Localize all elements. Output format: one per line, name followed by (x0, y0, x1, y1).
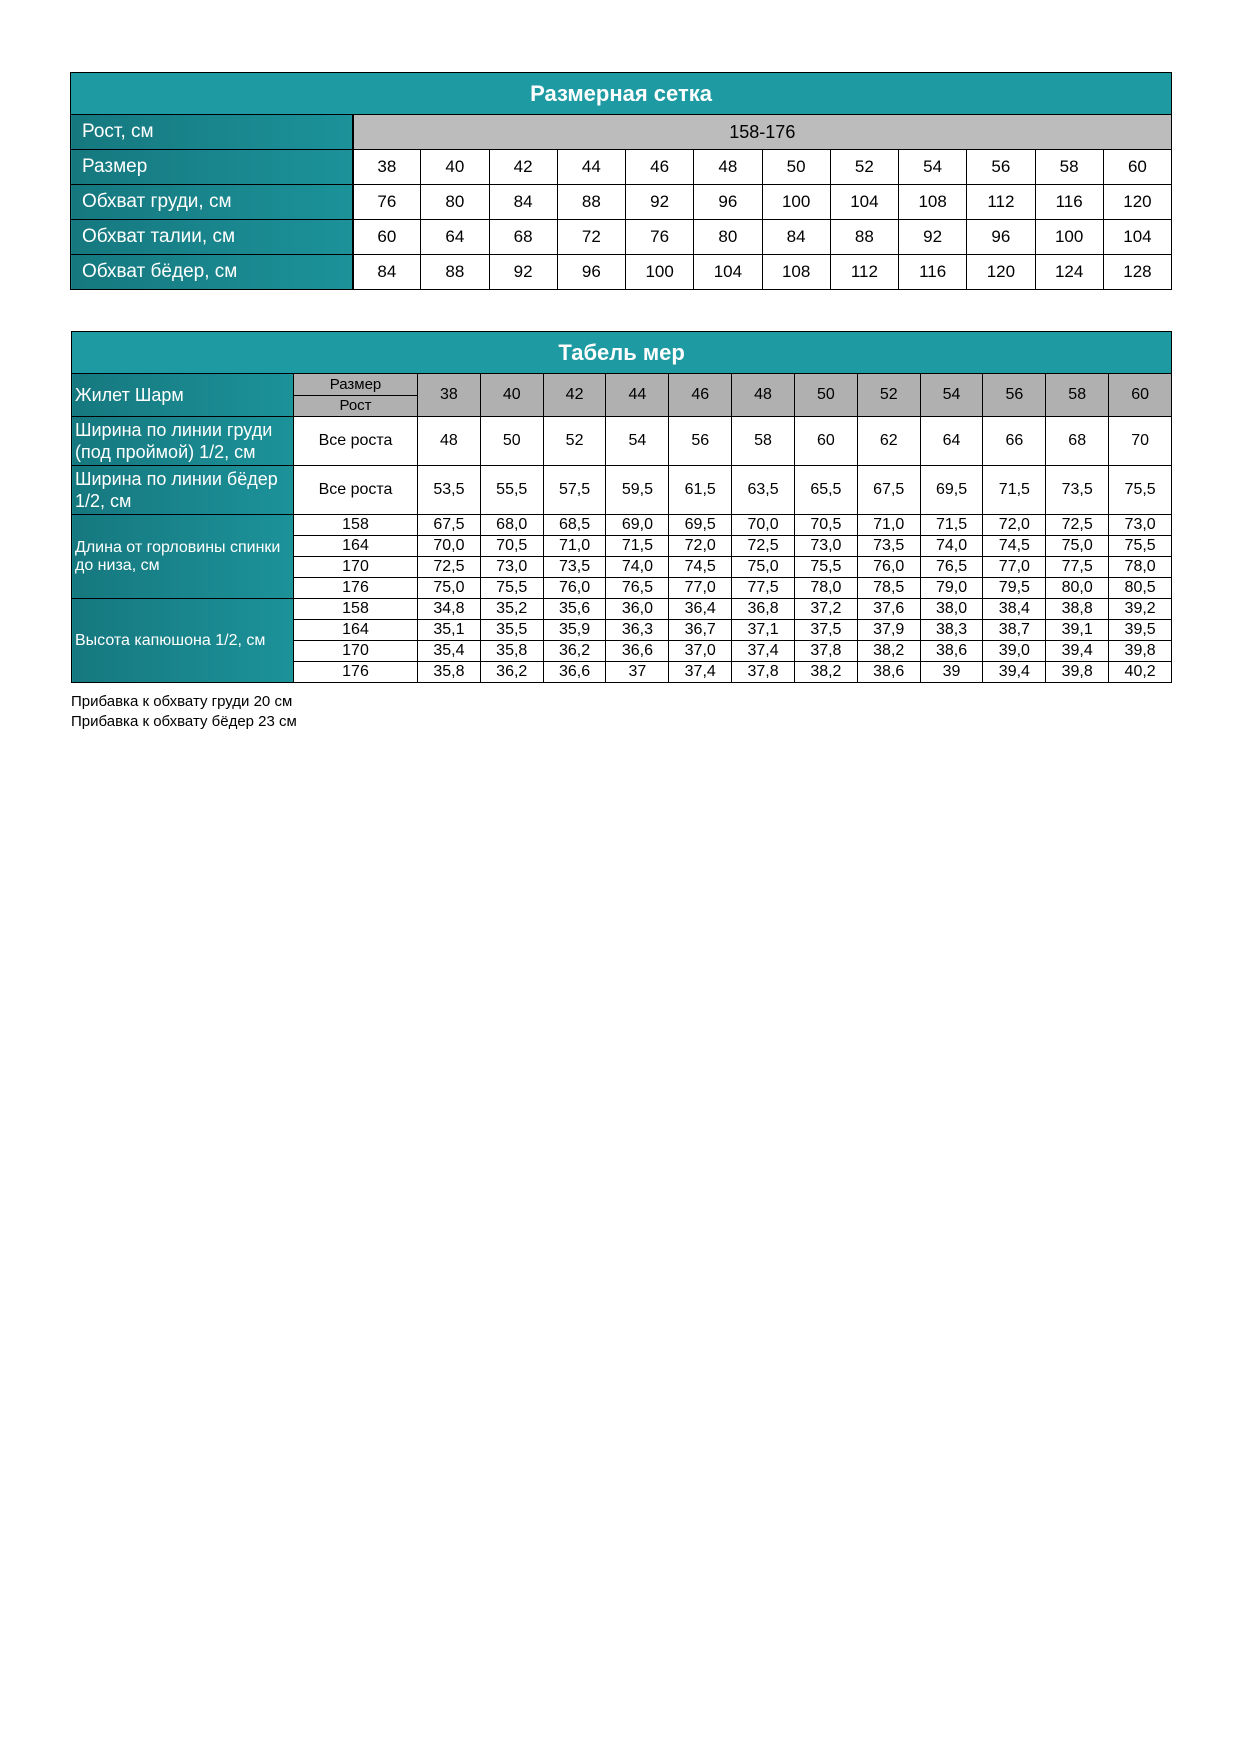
value-cell: 59,5 (606, 466, 669, 515)
value-cell: 116 (1035, 185, 1103, 220)
height-cell: 164 (294, 620, 418, 641)
value-cell: 38,6 (920, 641, 983, 662)
value-cell: 55,5 (480, 466, 543, 515)
height-cell: 170 (294, 641, 418, 662)
value-cell: 88 (830, 220, 898, 255)
value-cell: 38,2 (857, 641, 920, 662)
value-cell: 80 (694, 220, 762, 255)
value-cell: 72,5 (732, 536, 795, 557)
value-cell: 50 (480, 417, 543, 466)
size-cell: 38 (353, 150, 421, 185)
value-cell: 36,6 (606, 641, 669, 662)
size-cell: 58 (1035, 150, 1103, 185)
value-cell: 72,0 (983, 515, 1046, 536)
value-cell: 100 (762, 185, 830, 220)
value-cell: 70,0 (418, 536, 481, 557)
value-cell: 73,5 (543, 557, 606, 578)
value-cell: 39,5 (1109, 620, 1172, 641)
value-cell: 96 (557, 255, 625, 290)
height-cell: 158 (294, 599, 418, 620)
size-cell: 52 (857, 374, 920, 417)
value-cell: 35,5 (480, 620, 543, 641)
value-cell: 88 (421, 255, 489, 290)
value-cell: 112 (830, 255, 898, 290)
value-cell: 74,0 (606, 557, 669, 578)
value-cell: 35,6 (543, 599, 606, 620)
value-cell: 37,9 (857, 620, 920, 641)
value-cell: 79,0 (920, 578, 983, 599)
value-cell: 84 (353, 255, 421, 290)
value-cell: 72 (557, 220, 625, 255)
value-cell: 71,0 (857, 515, 920, 536)
value-cell: 64 (920, 417, 983, 466)
value-cell: 75,0 (418, 578, 481, 599)
value-cell: 60 (794, 417, 857, 466)
value-cell: 92 (489, 255, 557, 290)
value-cell: 73,0 (480, 557, 543, 578)
value-cell: 39,2 (1109, 599, 1172, 620)
value-cell: 72,0 (669, 536, 732, 557)
size-height-header (294, 374, 418, 417)
value-cell: 74,5 (669, 557, 732, 578)
size-cell: 58 (1046, 374, 1109, 417)
value-cell: 39,4 (983, 662, 1046, 683)
size-cell: 48 (694, 150, 762, 185)
value-cell: 92 (899, 220, 967, 255)
value-cell: 38,2 (794, 662, 857, 683)
value-cell: 36,6 (543, 662, 606, 683)
value-cell: 84 (762, 220, 830, 255)
value-cell: 69,5 (669, 515, 732, 536)
value-cell: 35,8 (418, 662, 481, 683)
height-cell: 158 (294, 515, 418, 536)
height-cell: 176 (294, 578, 418, 599)
size-cell: 56 (967, 150, 1035, 185)
value-cell: 120 (967, 255, 1035, 290)
value-cell: 76 (626, 220, 694, 255)
product-label: Жилет Шарм (72, 374, 294, 417)
value-cell: 69,5 (920, 466, 983, 515)
value-cell: 61,5 (669, 466, 732, 515)
size-cell: 46 (669, 374, 732, 417)
chest-allowance-note: Прибавка к обхвату груди 20 см (71, 693, 293, 710)
size-cell: 44 (557, 150, 625, 185)
value-cell: 73,0 (794, 536, 857, 557)
value-cell: 36,7 (669, 620, 732, 641)
value-cell: 70,5 (794, 515, 857, 536)
measurement-table (71, 331, 1172, 683)
value-cell: 35,8 (480, 641, 543, 662)
size-cell: 56 (983, 374, 1046, 417)
height-cell: 164 (294, 536, 418, 557)
hood-height-label: Высота капюшона 1/2, см (72, 599, 294, 683)
value-cell: 36,0 (606, 599, 669, 620)
value-cell: 80 (421, 185, 489, 220)
value-cell: 35,2 (480, 599, 543, 620)
value-cell: 37,1 (732, 620, 795, 641)
value-cell: 35,4 (418, 641, 481, 662)
size-cell: 38 (418, 374, 481, 417)
value-cell: 36,2 (480, 662, 543, 683)
value-cell: 36,2 (543, 641, 606, 662)
value-cell: 80,5 (1109, 578, 1172, 599)
value-cell: 78,0 (794, 578, 857, 599)
value-cell: 34,8 (418, 599, 481, 620)
size-cell: 40 (421, 150, 489, 185)
value-cell: 58 (732, 417, 795, 466)
value-cell: 108 (762, 255, 830, 290)
chest-girth-label: Обхват груди, см (71, 185, 353, 220)
value-cell: 100 (1035, 220, 1103, 255)
back-length-label: Длина от горловины спинки до низа, см (72, 515, 294, 599)
value-cell: 68,0 (480, 515, 543, 536)
value-cell: 36,3 (606, 620, 669, 641)
value-cell: 48 (418, 417, 481, 466)
value-cell: 67,5 (857, 466, 920, 515)
value-cell: 128 (1103, 255, 1171, 290)
value-cell: 37 (606, 662, 669, 683)
size-cell: 60 (1109, 374, 1172, 417)
value-cell: 96 (967, 220, 1035, 255)
value-cell: 37,8 (794, 641, 857, 662)
value-cell: 37,4 (669, 662, 732, 683)
height-cell: 170 (294, 557, 418, 578)
value-cell: 37,0 (669, 641, 732, 662)
value-cell: 39,8 (1046, 662, 1109, 683)
value-cell: 38,8 (1046, 599, 1109, 620)
value-cell: 92 (626, 185, 694, 220)
value-cell: 37,5 (794, 620, 857, 641)
value-cell: 56 (669, 417, 732, 466)
value-cell: 72,5 (1046, 515, 1109, 536)
value-cell: 73,5 (857, 536, 920, 557)
size-cell: 40 (480, 374, 543, 417)
value-cell: 77,5 (1046, 557, 1109, 578)
value-cell: 66 (983, 417, 1046, 466)
hip-width-label: Ширина по линии бёдер 1/2, см (72, 466, 294, 515)
value-cell: 74,5 (983, 536, 1046, 557)
height-range: 158-176 (353, 115, 1172, 150)
value-cell: 75,0 (732, 557, 795, 578)
value-cell: 68 (1046, 417, 1109, 466)
value-cell: 74,0 (920, 536, 983, 557)
measurement-table-title: Табель мер (72, 332, 1172, 374)
value-cell: 68 (489, 220, 557, 255)
value-cell: 38,6 (857, 662, 920, 683)
value-cell: 104 (694, 255, 762, 290)
value-cell: 104 (830, 185, 898, 220)
value-cell: 38,3 (920, 620, 983, 641)
size-cell: 52 (830, 150, 898, 185)
value-cell: 68,5 (543, 515, 606, 536)
value-cell: 63,5 (732, 466, 795, 515)
value-cell: 38,7 (983, 620, 1046, 641)
size-cell: 54 (899, 150, 967, 185)
value-cell: 37,4 (732, 641, 795, 662)
value-cell: 38,0 (920, 599, 983, 620)
value-cell: 78,0 (1109, 557, 1172, 578)
value-cell: 69,0 (606, 515, 669, 536)
value-cell: 39 (920, 662, 983, 683)
size-label: Размер (71, 150, 353, 185)
value-cell: 71,5 (920, 515, 983, 536)
chest-width-label: Ширина по линии груди (под проймой) 1/2, см (72, 417, 294, 466)
value-cell: 75,5 (794, 557, 857, 578)
value-cell: 54 (606, 417, 669, 466)
value-cell: 67,5 (418, 515, 481, 536)
size-cell: 60 (1103, 150, 1171, 185)
notes (71, 692, 297, 732)
value-cell: 35,1 (418, 620, 481, 641)
value-cell: 75,5 (1109, 536, 1172, 557)
value-cell: 73,5 (1046, 466, 1109, 515)
value-cell: 75,0 (1046, 536, 1109, 557)
value-cell: 77,0 (669, 578, 732, 599)
value-cell: 76,0 (857, 557, 920, 578)
size-header: Размер (294, 375, 417, 396)
size-grid-table (70, 72, 1172, 290)
value-cell: 39,0 (983, 641, 1046, 662)
value-cell: 40,2 (1109, 662, 1172, 683)
height-cell: 176 (294, 662, 418, 683)
value-cell: 100 (626, 255, 694, 290)
waist-girth-label: Обхват талии, см (71, 220, 353, 255)
value-cell: 79,5 (983, 578, 1046, 599)
hip-girth-label: Обхват бёдер, см (71, 255, 353, 290)
value-cell: 36,4 (669, 599, 732, 620)
value-cell: 52 (543, 417, 606, 466)
size-cell: 50 (794, 374, 857, 417)
value-cell: 96 (694, 185, 762, 220)
value-cell: 37,6 (857, 599, 920, 620)
value-cell: 64 (421, 220, 489, 255)
value-cell: 71,5 (606, 536, 669, 557)
hip-height-all: Все роста (294, 466, 418, 515)
height-label: Рост, см (71, 115, 353, 150)
value-cell: 70,0 (732, 515, 795, 536)
value-cell: 76,5 (920, 557, 983, 578)
value-cell: 76 (353, 185, 421, 220)
size-cell: 50 (762, 150, 830, 185)
size-cell: 42 (543, 374, 606, 417)
value-cell: 75,5 (1109, 466, 1172, 515)
value-cell: 71,0 (543, 536, 606, 557)
value-cell: 70 (1109, 417, 1172, 466)
height-header: Рост (339, 396, 372, 414)
value-cell: 76,0 (543, 578, 606, 599)
value-cell: 38,4 (983, 599, 1046, 620)
value-cell: 73,0 (1109, 515, 1172, 536)
value-cell: 71,5 (983, 466, 1046, 515)
size-cell: 44 (606, 374, 669, 417)
value-cell: 124 (1035, 255, 1103, 290)
value-cell: 37,8 (732, 662, 795, 683)
value-cell: 116 (899, 255, 967, 290)
value-cell: 77,0 (983, 557, 1046, 578)
value-cell: 60 (353, 220, 421, 255)
chest-height-all: Все роста (294, 417, 418, 466)
size-cell: 54 (920, 374, 983, 417)
value-cell: 39,4 (1046, 641, 1109, 662)
value-cell: 112 (967, 185, 1035, 220)
size-cell: 46 (626, 150, 694, 185)
value-cell: 72,5 (418, 557, 481, 578)
value-cell: 120 (1103, 185, 1171, 220)
value-cell: 78,5 (857, 578, 920, 599)
value-cell: 84 (489, 185, 557, 220)
value-cell: 39,8 (1109, 641, 1172, 662)
value-cell: 88 (557, 185, 625, 220)
value-cell: 75,5 (480, 578, 543, 599)
value-cell: 108 (899, 185, 967, 220)
size-cell: 48 (732, 374, 795, 417)
hip-allowance-note: Прибавка к обхвату бёдер 23 см (71, 713, 297, 730)
value-cell: 57,5 (543, 466, 606, 515)
value-cell: 76,5 (606, 578, 669, 599)
value-cell: 35,9 (543, 620, 606, 641)
size-grid-title: Размерная сетка (71, 73, 1172, 115)
value-cell: 53,5 (418, 466, 481, 515)
value-cell: 36,8 (732, 599, 795, 620)
size-cell: 42 (489, 150, 557, 185)
value-cell: 37,2 (794, 599, 857, 620)
value-cell: 77,5 (732, 578, 795, 599)
value-cell: 62 (857, 417, 920, 466)
value-cell: 70,5 (480, 536, 543, 557)
value-cell: 104 (1103, 220, 1171, 255)
value-cell: 80,0 (1046, 578, 1109, 599)
value-cell: 65,5 (794, 466, 857, 515)
value-cell: 39,1 (1046, 620, 1109, 641)
